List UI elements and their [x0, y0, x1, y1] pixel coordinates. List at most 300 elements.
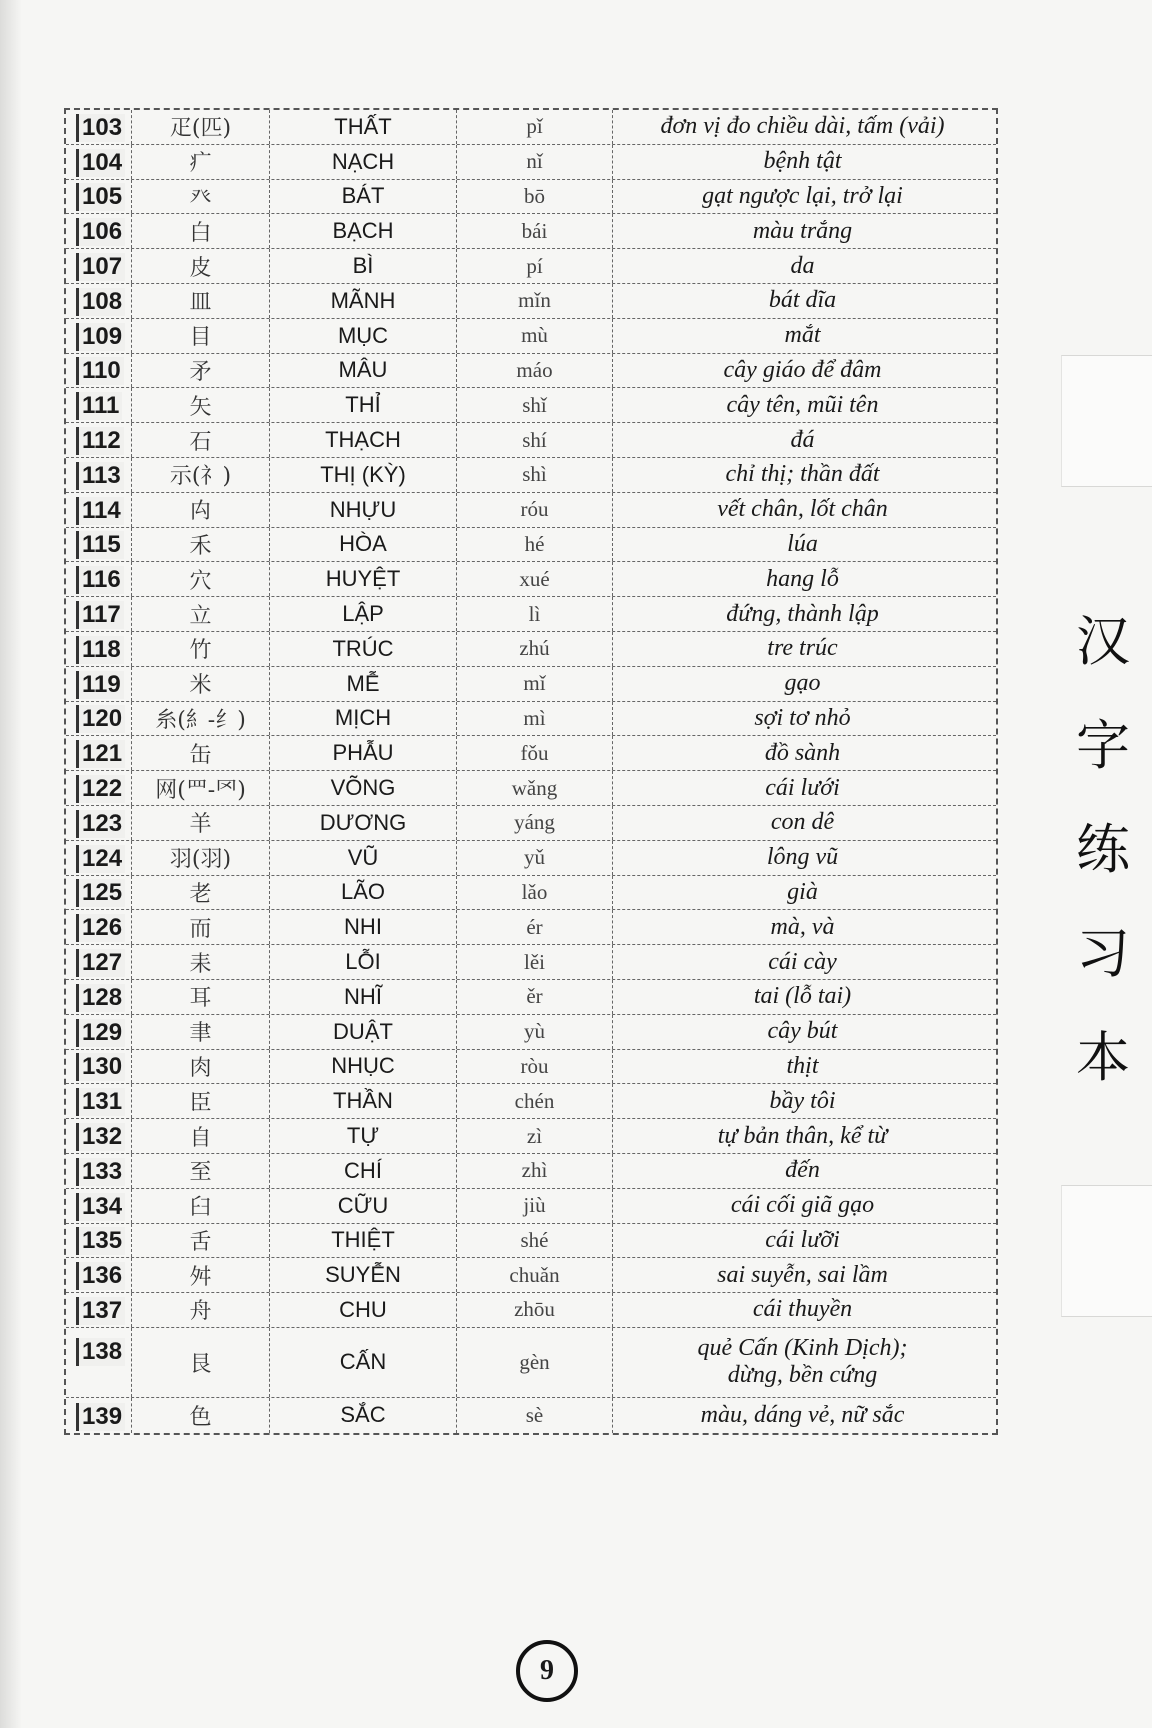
- pinyin: nǐ: [457, 145, 613, 179]
- pinyin: zhì: [457, 1154, 613, 1188]
- pinyin: ròu: [457, 1050, 613, 1084]
- radical-character: 耳: [132, 980, 270, 1014]
- meaning-line: gạt ngược lại, trở lại: [702, 182, 903, 209]
- row-number: [66, 1050, 132, 1084]
- meaning-line: màu trắng: [752, 217, 853, 244]
- radical-character: 臼: [132, 1189, 270, 1223]
- meaning: [613, 354, 992, 388]
- pinyin: wǎng: [457, 771, 613, 805]
- row-number-label: 117: [76, 601, 124, 629]
- row-number: [66, 249, 132, 283]
- pinyin: hé: [457, 528, 613, 562]
- pinyin: lěi: [457, 945, 613, 979]
- meaning: [613, 180, 992, 214]
- row-number-label: 120: [76, 705, 125, 733]
- table-row: [66, 1015, 996, 1050]
- row-number: [66, 1189, 132, 1223]
- sino-vietnamese-reading: SẮC: [270, 1398, 457, 1433]
- pinyin: lǎo: [457, 876, 613, 910]
- meaning-line: đá: [790, 426, 815, 453]
- radical-character: 舟: [132, 1293, 270, 1327]
- meaning: [613, 1154, 992, 1188]
- vertical-book-title: [1068, 590, 1138, 1110]
- table-row: [66, 354, 996, 389]
- table-row: [66, 1328, 996, 1398]
- meaning-line: da: [790, 252, 815, 279]
- sino-vietnamese-reading: THẦN: [270, 1084, 457, 1118]
- meaning: [613, 841, 992, 875]
- row-number-label: 121: [76, 740, 125, 768]
- meaning: [613, 284, 992, 318]
- table-row: [66, 632, 996, 667]
- row-number: [66, 1328, 132, 1397]
- sino-vietnamese-reading: MỄ: [270, 667, 457, 701]
- meaning: [613, 423, 992, 457]
- table-row: [66, 319, 996, 354]
- row-number-label: 111: [76, 392, 122, 420]
- radical-character: 肉: [132, 1050, 270, 1084]
- sino-vietnamese-reading: THỊ (KỲ): [270, 458, 457, 492]
- sino-vietnamese-reading: NHỤC: [270, 1050, 457, 1084]
- meaning-line: chỉ thị; thần đất: [725, 461, 880, 488]
- table-row: [66, 110, 996, 145]
- table-row: [66, 597, 996, 632]
- radical-character: 癶: [132, 180, 270, 214]
- pinyin: pǐ: [457, 110, 613, 144]
- table-row: [66, 562, 996, 597]
- meaning-line: mà, và: [770, 913, 835, 940]
- table-row: [66, 667, 996, 702]
- sino-vietnamese-reading: CẤN: [270, 1328, 457, 1397]
- row-number-label: 109: [76, 323, 125, 351]
- table-row: [66, 180, 996, 215]
- meaning: [613, 1050, 992, 1084]
- radical-character: 示(礻): [132, 458, 270, 492]
- sino-vietnamese-reading: THỈ: [270, 388, 457, 422]
- meaning: [613, 145, 992, 179]
- pinyin: róu: [457, 493, 613, 527]
- sino-vietnamese-reading: HUYỆT: [270, 562, 457, 596]
- pinyin: bō: [457, 180, 613, 214]
- page-binding-edge: [0, 0, 22, 1728]
- row-number-label: 131: [76, 1088, 125, 1116]
- meaning-line: màu, dáng vẻ, nữ sắc: [700, 1401, 905, 1428]
- meaning-line: cái lưỡi: [765, 1226, 840, 1253]
- sino-vietnamese-reading: SUYỄN: [270, 1258, 457, 1292]
- row-number-label: 105: [76, 183, 125, 211]
- row-number: [66, 736, 132, 770]
- radical-character: 竹: [132, 632, 270, 666]
- pinyin: sè: [457, 1398, 613, 1433]
- pinyin: mǐn: [457, 284, 613, 318]
- row-number-label: 128: [76, 984, 125, 1012]
- table-row: [66, 423, 996, 458]
- meaning-line: quẻ Cấn (Kinh Dịch);: [697, 1335, 908, 1362]
- sino-vietnamese-reading: HÒA: [270, 528, 457, 562]
- meaning: [613, 214, 992, 248]
- meaning-line: hang lỗ: [766, 565, 839, 592]
- meaning-line: thịt: [786, 1052, 819, 1079]
- row-number: [66, 597, 132, 631]
- radical-character: 臣: [132, 1084, 270, 1118]
- meaning-line: cây giáo để đâm: [723, 356, 882, 383]
- meaning: [613, 771, 992, 805]
- row-number: [66, 702, 132, 736]
- meaning-line: mắt: [784, 322, 821, 349]
- pinyin: mù: [457, 319, 613, 353]
- pinyin: máo: [457, 354, 613, 388]
- sino-vietnamese-reading: MỤC: [270, 319, 457, 353]
- sino-vietnamese-reading: CỮU: [270, 1189, 457, 1223]
- meaning: [613, 736, 992, 770]
- table-row: [66, 980, 996, 1015]
- table-row: [66, 1084, 996, 1119]
- title-character: 习: [1076, 922, 1130, 985]
- sino-vietnamese-reading: BẠCH: [270, 214, 457, 248]
- pinyin: ér: [457, 910, 613, 944]
- row-number: [66, 945, 132, 979]
- row-number-label: 107: [76, 253, 125, 281]
- meaning: [613, 876, 992, 910]
- pinyin: mì: [457, 702, 613, 736]
- meaning-line: già: [787, 878, 818, 905]
- sino-vietnamese-reading: TỰ: [270, 1119, 457, 1153]
- radical-character: 自: [132, 1119, 270, 1153]
- row-number: [66, 980, 132, 1014]
- radical-character: 色: [132, 1398, 270, 1433]
- title-character: 字: [1076, 714, 1130, 777]
- sino-vietnamese-reading: LỖI: [270, 945, 457, 979]
- radical-character: 糸(糹-纟): [132, 702, 270, 736]
- page-number: 9: [516, 1640, 578, 1702]
- radical-character: 聿: [132, 1015, 270, 1049]
- meaning-line: con dê: [770, 809, 835, 836]
- row-number: [66, 1293, 132, 1327]
- row-number: [66, 1015, 132, 1049]
- sino-vietnamese-reading: PHẪU: [270, 736, 457, 770]
- meaning: [613, 1189, 992, 1223]
- row-number-label: 129: [76, 1019, 125, 1047]
- sino-vietnamese-reading: VÕNG: [270, 771, 457, 805]
- meaning-line: cây tên, mũi tên: [726, 391, 879, 418]
- radical-character: 禾: [132, 528, 270, 562]
- meaning-line: bát dĩa: [768, 287, 837, 314]
- row-number: [66, 876, 132, 910]
- meaning: [613, 249, 992, 283]
- meaning: [613, 1224, 992, 1258]
- row-number: [66, 319, 132, 353]
- row-number-label: 133: [76, 1158, 125, 1186]
- meaning-line: cái cày: [768, 948, 837, 975]
- title-character: 汉: [1076, 610, 1130, 673]
- row-number-label: 123: [76, 810, 125, 838]
- sino-vietnamese-reading: BÌ: [270, 249, 457, 283]
- sino-vietnamese-reading: THẤT: [270, 110, 457, 144]
- radical-character: 舛: [132, 1258, 270, 1292]
- table-row: [66, 1050, 996, 1085]
- pinyin: zhú: [457, 632, 613, 666]
- radical-character: 米: [132, 667, 270, 701]
- table-row: [66, 214, 996, 249]
- row-number-label: 110: [76, 357, 124, 385]
- meaning-line: đến: [785, 1157, 820, 1184]
- table-row: [66, 1258, 996, 1293]
- sino-vietnamese-reading: CHÍ: [270, 1154, 457, 1188]
- meaning: [613, 1258, 992, 1292]
- meaning: [613, 702, 992, 736]
- row-number-label: 104: [76, 149, 125, 177]
- row-number-label: 106: [76, 218, 125, 246]
- sino-vietnamese-reading: NHĨ: [270, 980, 457, 1014]
- meaning: [613, 110, 992, 144]
- row-number-label: 136: [76, 1262, 125, 1290]
- meaning-line: lông vũ: [766, 844, 839, 871]
- table-row: [66, 1224, 996, 1259]
- row-number: [66, 1119, 132, 1153]
- radical-character: 疒: [132, 145, 270, 179]
- radical-character: 至: [132, 1154, 270, 1188]
- sino-vietnamese-reading: TRÚC: [270, 632, 457, 666]
- row-number: [66, 284, 132, 318]
- table-row: [66, 736, 996, 771]
- page-tab-lower: [1061, 1185, 1152, 1317]
- meaning-line: vết chân, lốt chân: [717, 496, 888, 523]
- meaning: [613, 945, 992, 979]
- radical-character: 舌: [132, 1224, 270, 1258]
- row-number-label: 139: [76, 1403, 125, 1431]
- pinyin: yǔ: [457, 841, 613, 875]
- radical-character: 耒: [132, 945, 270, 979]
- sino-vietnamese-reading: MỊCH: [270, 702, 457, 736]
- radical-character: 羊: [132, 806, 270, 840]
- meaning: [613, 806, 992, 840]
- meaning-line: cây bút: [767, 1018, 838, 1045]
- row-number-label: 132: [76, 1123, 125, 1151]
- row-number: [66, 354, 132, 388]
- meaning: [613, 910, 992, 944]
- table-row: [66, 945, 996, 980]
- meaning-line: tai (lỗ tai): [753, 983, 852, 1010]
- sino-vietnamese-reading: CHU: [270, 1293, 457, 1327]
- radical-character: 石: [132, 423, 270, 457]
- pinyin: shí: [457, 423, 613, 457]
- row-number: [66, 110, 132, 144]
- title-character: 练: [1076, 818, 1130, 881]
- row-number: [66, 458, 132, 492]
- meaning-line: đơn vị đo chiều dài, tấm (vải): [660, 113, 945, 140]
- row-number-label: 119: [76, 671, 124, 699]
- radical-character: 穴: [132, 562, 270, 596]
- page-tab-upper: [1061, 355, 1152, 487]
- radical-character: 皿: [132, 284, 270, 318]
- radical-character: 白: [132, 214, 270, 248]
- pinyin: zì: [457, 1119, 613, 1153]
- table-row: [66, 284, 996, 319]
- row-number-label: 127: [76, 949, 125, 977]
- row-number-label: 125: [76, 879, 125, 907]
- row-number-label: 118: [76, 636, 124, 664]
- row-number: [66, 841, 132, 875]
- meaning: [613, 528, 992, 562]
- meaning-line: cái lưới: [765, 774, 840, 801]
- pinyin: bái: [457, 214, 613, 248]
- radical-character: 艮: [132, 1328, 270, 1397]
- table-row: [66, 702, 996, 737]
- pinyin: ěr: [457, 980, 613, 1014]
- row-number-label: 126: [76, 914, 125, 942]
- row-number: [66, 180, 132, 214]
- sino-vietnamese-reading: DƯƠNG: [270, 806, 457, 840]
- table-row: [66, 493, 996, 528]
- row-number-label: 115: [76, 531, 124, 559]
- title-character: 本: [1076, 1026, 1130, 1089]
- pinyin: lì: [457, 597, 613, 631]
- row-number: [66, 632, 132, 666]
- row-number: [66, 1258, 132, 1292]
- meaning: [613, 632, 992, 666]
- table-row: [66, 145, 996, 180]
- row-number-label: 137: [76, 1297, 125, 1325]
- sino-vietnamese-reading: LẬP: [270, 597, 457, 631]
- meaning-line: đứng, thành lập: [726, 600, 879, 627]
- meaning: [613, 319, 992, 353]
- sino-vietnamese-reading: VŨ: [270, 841, 457, 875]
- meaning-line: đồ sành: [764, 739, 841, 766]
- table-row: [66, 1119, 996, 1154]
- table-row: [66, 910, 996, 945]
- pinyin: xué: [457, 562, 613, 596]
- row-number: [66, 493, 132, 527]
- radical-character: 疋(匹): [132, 110, 270, 144]
- meaning-line: cái cối giã gạo: [730, 1192, 875, 1219]
- row-number: [66, 388, 132, 422]
- pinyin: chuǎn: [457, 1258, 613, 1292]
- row-number-label: 138: [76, 1338, 125, 1366]
- table-row: [66, 876, 996, 911]
- meaning: [613, 388, 992, 422]
- sino-vietnamese-reading: LÃO: [270, 876, 457, 910]
- row-number-label: 134: [76, 1193, 125, 1221]
- pinyin: chén: [457, 1084, 613, 1118]
- row-number: [66, 1398, 132, 1433]
- meaning-line: dừng, bền cứng: [727, 1362, 878, 1389]
- sino-vietnamese-reading: MÃNH: [270, 284, 457, 318]
- pinyin: shì: [457, 458, 613, 492]
- sino-vietnamese-reading: NHỰU: [270, 493, 457, 527]
- row-number: [66, 528, 132, 562]
- table-row: [66, 1398, 996, 1433]
- meaning: [613, 493, 992, 527]
- pinyin: shǐ: [457, 388, 613, 422]
- table-row: [66, 1293, 996, 1328]
- meaning-line: sai suyễn, sai lầm: [717, 1261, 888, 1288]
- radical-character: 禸: [132, 493, 270, 527]
- row-number-label: 124: [76, 845, 125, 873]
- sino-vietnamese-reading: MÂU: [270, 354, 457, 388]
- radical-character: 目: [132, 319, 270, 353]
- sino-vietnamese-reading: THIỆT: [270, 1224, 457, 1258]
- row-number: [66, 1224, 132, 1258]
- row-number-label: 114: [76, 497, 124, 525]
- radical-character: 皮: [132, 249, 270, 283]
- pinyin: yù: [457, 1015, 613, 1049]
- row-number-label: 116: [76, 566, 124, 594]
- meaning-line: gạo: [784, 670, 821, 697]
- radical-character: 而: [132, 910, 270, 944]
- row-number: [66, 1154, 132, 1188]
- row-number-label: 108: [76, 288, 125, 316]
- pinyin: jiù: [457, 1189, 613, 1223]
- radical-character: 矢: [132, 388, 270, 422]
- table-row: [66, 528, 996, 563]
- radical-character: 缶: [132, 736, 270, 770]
- meaning: [613, 1015, 992, 1049]
- row-number: [66, 771, 132, 805]
- table-row: [66, 806, 996, 841]
- row-number-label: 112: [76, 427, 124, 455]
- row-number: [66, 214, 132, 248]
- meaning-line: bệnh tật: [763, 148, 842, 175]
- radical-character: 矛: [132, 354, 270, 388]
- meaning: [613, 1084, 992, 1118]
- meaning-line: tự bản thân, kể từ: [717, 1122, 888, 1149]
- meaning-line: cái thuyền: [752, 1296, 853, 1323]
- meaning: [613, 1398, 992, 1433]
- meaning-line: bầy tôi: [769, 1087, 836, 1114]
- table-row: [66, 388, 996, 423]
- row-number-label: 113: [76, 462, 124, 490]
- sino-vietnamese-reading: NẠCH: [270, 145, 457, 179]
- meaning-line: lúa: [787, 530, 818, 557]
- row-number-label: 122: [76, 775, 125, 803]
- pinyin: mǐ: [457, 667, 613, 701]
- row-number: [66, 667, 132, 701]
- table-row: [66, 1154, 996, 1189]
- meaning: [613, 1293, 992, 1327]
- radical-character: 羽(羽): [132, 841, 270, 875]
- table-row: [66, 771, 996, 806]
- meaning: [613, 597, 992, 631]
- table-row: [66, 841, 996, 876]
- pinyin: zhōu: [457, 1293, 613, 1327]
- pinyin: pí: [457, 249, 613, 283]
- sino-vietnamese-reading: DUẬT: [270, 1015, 457, 1049]
- table-row: [66, 249, 996, 284]
- row-number-label: 103: [76, 114, 125, 142]
- meaning: [613, 980, 992, 1014]
- row-number: [66, 145, 132, 179]
- row-number: [66, 806, 132, 840]
- sino-vietnamese-reading: NHI: [270, 910, 457, 944]
- row-number: [66, 910, 132, 944]
- row-number: [66, 562, 132, 596]
- radical-table: [64, 108, 998, 1435]
- pinyin: shé: [457, 1224, 613, 1258]
- row-number: [66, 1084, 132, 1118]
- meaning-line: sợi tơ nhỏ: [754, 704, 851, 731]
- sino-vietnamese-reading: THẠCH: [270, 423, 457, 457]
- meaning: [613, 562, 992, 596]
- meaning: [613, 667, 992, 701]
- table-row: [66, 458, 996, 493]
- radical-character: 网(罒-罓): [132, 771, 270, 805]
- pinyin: yáng: [457, 806, 613, 840]
- row-number-label: 130: [76, 1053, 125, 1081]
- pinyin: gèn: [457, 1328, 613, 1397]
- meaning: [613, 1328, 992, 1397]
- meaning: [613, 1119, 992, 1153]
- sino-vietnamese-reading: BÁT: [270, 180, 457, 214]
